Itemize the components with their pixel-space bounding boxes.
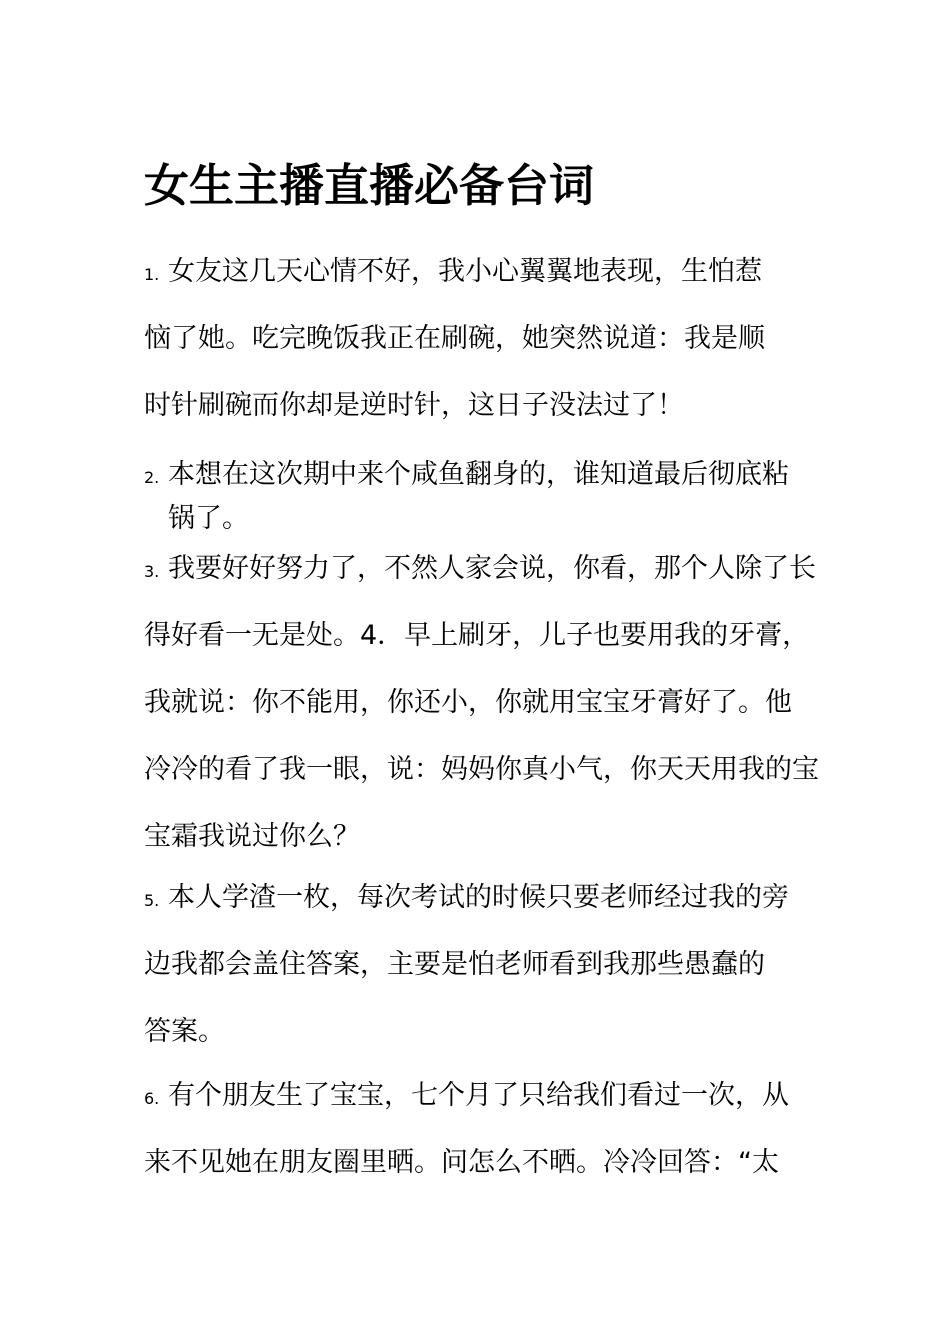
item-text: 有个朋友生了宝宝，七个月了只给我们看过一次，从 xyxy=(168,1080,789,1111)
item-line: 锅了。 xyxy=(168,503,249,534)
item-line xyxy=(144,1062,844,1129)
item-line: 来不见她在朋友圈里晒。问怎么不晒。冷冷回答：“太 xyxy=(144,1147,779,1178)
list-item xyxy=(144,864,844,1065)
item-number: 3. xyxy=(144,562,160,581)
list-item xyxy=(144,453,844,541)
item-line: 我就说：你不能用，你还小，你就用宝宝牙膏好了。他 xyxy=(144,687,792,718)
item-line xyxy=(144,238,844,305)
list-item xyxy=(144,238,844,439)
item-number: 2. xyxy=(144,468,160,487)
item-line xyxy=(144,535,844,602)
item-number: 6. xyxy=(144,1089,160,1108)
item-line xyxy=(144,453,844,497)
item-line xyxy=(144,864,844,931)
item-line: 冷冷的看了我一眼，说：妈妈你真小气，你天天用我的宝 xyxy=(144,754,819,785)
item-text: 女友这几天心情不好，我小心翼翼地表现，生怕惹 xyxy=(168,256,762,287)
item-line: 宝霜我说过你么？ xyxy=(144,821,360,852)
list-item xyxy=(144,535,844,870)
item-text: 本想在这次期中来个咸鱼翻身的，谁知道最后彻底粘 xyxy=(168,459,789,490)
item-line: 时针刷碗而你却是逆时针，这日子没法过了！ xyxy=(144,390,684,421)
item-line: 答案。 xyxy=(144,1016,225,1047)
item-text: 我要好好努力了，不然人家会说，你看，那个人除了长 xyxy=(168,553,816,584)
item-line: 恼了她。吃完晚饭我正在刷碗，她突然说道：我是顺 xyxy=(144,323,765,354)
item-number: 1. xyxy=(144,265,160,284)
item-number: 5. xyxy=(144,891,160,910)
item-line: 边我都会盖住答案，主要是怕老师看到我那些愚蠢的 xyxy=(144,949,765,980)
list-item xyxy=(144,1062,844,1196)
item-line: 得好看一无是处。4．早上刷牙，儿子也要用我的牙膏， xyxy=(144,620,810,651)
page-title: 女生主播直播必备台词 xyxy=(144,159,595,212)
item-text: 本人学渣一枚，每次考试的时候只要老师经过我的旁 xyxy=(168,882,789,913)
